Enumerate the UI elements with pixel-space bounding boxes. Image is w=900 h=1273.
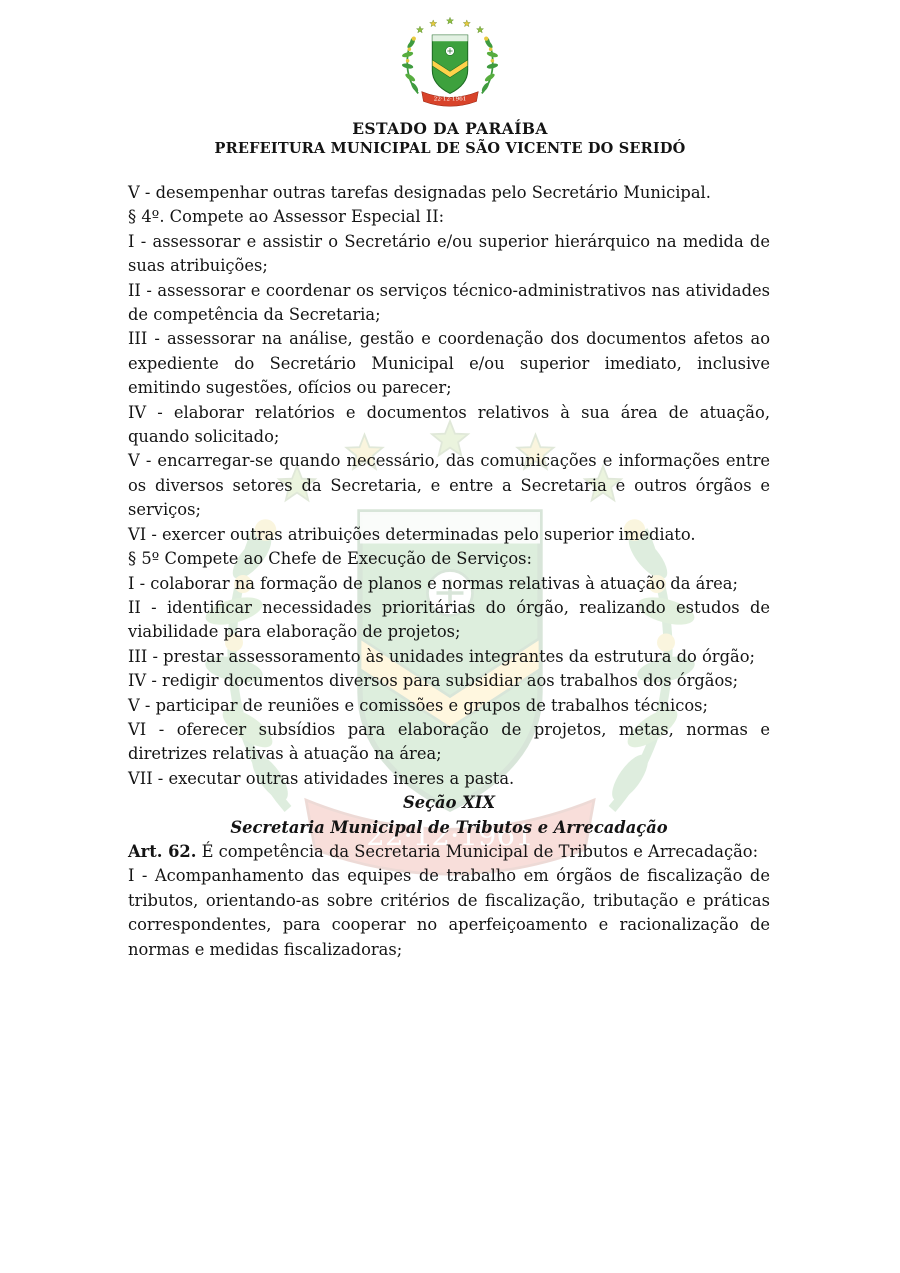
paragraph-art62 xyxy=(128,840,770,864)
paragraph-sec5-heading: § 5º Compete ao Chefe de Execução de Serviços: xyxy=(128,549,533,569)
paragraph-sec4-item-5: V - encarregar-se quando necessário, das comunicações e informações entre os diversos setores da Secretaria, e entre a Secretaria e outros órgãos e serviços; xyxy=(128,451,770,520)
header-municipality-line: PREFEITURA MUNICIPAL DE SÃO VICENTE DO SERIDÓ xyxy=(214,140,686,157)
paragraph-sec4-item-1: I - assessorar e assistir o Secretário e/ou superior hierárquico na medida de suas atribuições; xyxy=(128,231,770,276)
paragraph-sec5-item-5: V - participar de reuniões e comissões e grupos de trabalhos técnicos; xyxy=(128,695,708,715)
paragraph-art62-item-1: I - Acompanhamento das equipes de trabalho em órgãos de fiscalização de tributos, orientando-as sobre critérios de fiscalização, tributação e práticas correspondentes, para cooperar no aperfeiçoamento e racionalização de normas e medidas fiscalizadoras; xyxy=(128,866,770,959)
letterhead xyxy=(0,0,900,157)
paragraph-sec5-item-4: IV - redigir documentos diversos para subsidiar aos trabalhos dos órgãos; xyxy=(128,671,739,691)
document-body xyxy=(128,181,770,962)
paragraph-sec5-item-7: VII - executar outras atividades ineres a pasta. xyxy=(128,768,515,788)
paragraph-sec5-item-3: III - prestar assessoramento às unidades integrantes da estrutura do órgão; xyxy=(128,646,755,666)
paragraph-sec5-item-1: I - colaborar na formação de planos e normas relativas à atuação da área; xyxy=(128,573,738,593)
paragraph-sec4-item-4: IV - elaborar relatórios e documentos relativos à sua área de atuação, quando solicitado; xyxy=(128,402,770,447)
header-state-line: ESTADO DA PARAÍBA xyxy=(352,119,548,138)
paragraph-sec5-item-2: II - identificar necessidades prioritárias do órgão, realizando estudos de viabilidade para elaboração de projetos; xyxy=(128,597,770,642)
coat-of-arms-icon xyxy=(397,12,503,113)
paragraph-sec5-item-6: VI - oferecer subsídios para elaboração de projetos, metas, normas e diretrizes relativas à atuação na área; xyxy=(128,719,770,764)
paragraph-sec4-item-3: III - assessorar na análise, gestão e coordenação dos documentos afetos ao expediente do Secretário Municipal e/ou superior imediato, inclusive emitindo sugestões, ofícios ou parecer; xyxy=(128,329,770,398)
art62-text: É competência da Secretaria Municipal de Tributos e Arrecadação: xyxy=(201,841,759,861)
paragraph-sec4-item-2: II - assessorar e coordenar os serviços técnico-administrativos nas atividades de competência da Secretaria; xyxy=(128,280,770,325)
paragraph-item-v: V - desempenhar outras tarefas designadas pelo Secretário Municipal. xyxy=(128,183,711,202)
paragraph-sec4-item-6: VI - exercer outras atribuições determinadas pelo superior imediato. xyxy=(128,524,696,544)
section-subtitle: Secretaria Municipal de Tributos e Arrecadação xyxy=(230,817,668,837)
art62-label: Art. 62. xyxy=(128,841,197,861)
section-title: Seção XIX xyxy=(403,793,495,813)
paragraph-sec4-heading: § 4º. Compete ao Assessor Especial II: xyxy=(128,207,445,227)
